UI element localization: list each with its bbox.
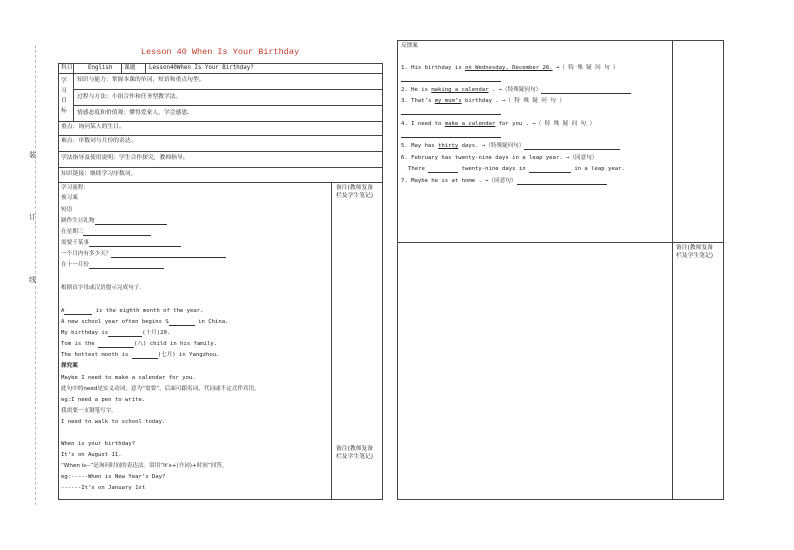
sentence-3-start: My birthday is: [61, 330, 109, 336]
answer-blank[interactable]: [401, 132, 501, 138]
binding-char-ding: 订: [29, 213, 36, 221]
phrases-heading: 短语: [61, 207, 73, 213]
answer-blank[interactable]: [98, 342, 134, 348]
page-title: Lesson 40 When Is Your Birthday: [140, 47, 300, 57]
sentence-1-start: A: [61, 308, 65, 314]
answer-blank[interactable]: [111, 252, 226, 258]
explore-line-2: 此句中的need是实义动词，意为“需要”，后面可跟名词，代词或不定式作宾语。: [61, 386, 260, 392]
feedback-4-underlined: make a calendar: [444, 121, 496, 127]
feedback-6-line2-end: in a leap year.: [570, 166, 625, 172]
explore-line-10: ------It’s on January 1st: [61, 485, 146, 491]
feedback-5-start: 5. May has: [401, 143, 439, 149]
knowledge-link: 知识链接：继续学习序数词。: [61, 171, 137, 177]
answer-blank[interactable]: [169, 320, 195, 326]
feedback-7: 7. Maybe he is at home . →（同意句）: [401, 178, 517, 184]
answer-blank[interactable]: [428, 167, 458, 173]
teacher-note-3: 备注(教师复备栏及学生笔记): [676, 245, 714, 259]
phrase-2: 在星期三: [61, 229, 84, 235]
explore-line-3: eg:I need a pen to write.: [61, 397, 146, 403]
sentence-5-end: (七月) in Yangzhou.: [157, 352, 220, 358]
feedback-1-underlined: on Wednesday, December 26.: [465, 65, 553, 71]
explore-line-7: It’s on August 11.: [61, 452, 122, 458]
sentence-3-end: (十月)20.: [142, 330, 171, 336]
explore-heading: 探究案: [61, 363, 78, 369]
feedback-6: 6. February has twenty-nine days in a leap year. →（同意句）: [401, 155, 598, 161]
sentence-4-end: (八) child in his family.: [134, 341, 218, 347]
sentence-2-end: in China.: [194, 319, 229, 325]
flow-heading: 学习流程：: [61, 185, 89, 191]
difficulties: 难点：序数词与月份的表达。: [61, 138, 137, 144]
feedback-4-end: for you . →（ 特 殊 疑 问 句 ）: [495, 121, 596, 127]
feedback-4-start: 4. I need to: [401, 121, 445, 127]
answer-blank[interactable]: [401, 109, 501, 115]
answer-blank[interactable]: [64, 309, 92, 315]
topic-label: 课题: [124, 65, 136, 71]
answer-blank[interactable]: [89, 241, 181, 247]
sentence-4-start: Tom is the: [61, 341, 99, 347]
answer-blank[interactable]: [108, 331, 142, 337]
subject-value: English: [88, 65, 113, 71]
subject-label: 科目: [61, 65, 73, 71]
feedback-6-line2-mid: twenty-nine days in: [458, 166, 529, 172]
preview-heading: 预习案: [61, 195, 78, 201]
binding-char-xian: 线: [29, 276, 36, 284]
feedback-5-end: days. →（特殊疑问句）: [458, 143, 525, 149]
feedback-2-start: 2. He is: [401, 87, 432, 93]
answer-blank[interactable]: [95, 219, 167, 225]
explore-line-9: eg:-----When is New Year’s Day?: [61, 474, 166, 480]
feedback-1-start: 1. His birthday is: [401, 65, 465, 71]
teacher-note-1: 备注(教师复备栏及学生笔记): [336, 185, 374, 199]
sentence-1-end: is the eighth month of the year.: [92, 308, 204, 314]
teacher-note-2: 备注(教师复备栏及学生笔记): [336, 446, 374, 460]
phrase-1: 制作生日礼物: [61, 218, 95, 224]
explore-line-6: When is your birthday?: [61, 441, 136, 447]
objective-process: 过程与方法：小组合作和任务型教学法。: [77, 94, 182, 100]
answer-blank[interactable]: [517, 179, 607, 185]
binding-char-zhuang: 装: [29, 151, 36, 159]
answer-blank[interactable]: [83, 230, 151, 236]
explore-line-1: Maybe I need to make a calendar for you.: [61, 375, 196, 381]
feedback-3-end: birthday . →（ 特 殊 疑 问 句 ）: [461, 98, 565, 104]
answer-blank[interactable]: [132, 353, 158, 359]
feedback-6-line2-start: There: [408, 166, 429, 172]
feedback-2-end: . →（特殊疑问句）: [488, 87, 542, 93]
answer-blank[interactable]: [89, 263, 164, 269]
sentence-2-start: A new school year often begins S: [61, 319, 169, 325]
feedback-5-underlined: thirty: [438, 143, 459, 149]
feedback-2-underlined: making a calendar: [431, 87, 489, 93]
explore-line-8: “When is--”是询问时间的表达法。常用“It’s+(介词)+时间”回答。: [61, 463, 228, 469]
feedback-3-underlined: my mum’s: [434, 98, 462, 104]
topic-value: Lesson40When Is Your Birthday?: [149, 65, 254, 71]
phrase-3: 需要干某事: [61, 240, 89, 246]
feedback-3-start: 3. That’s: [401, 98, 435, 104]
explore-line-4: 我需要一支钢笔写字。: [61, 408, 117, 414]
answer-blank[interactable]: [529, 167, 571, 173]
objectives-label: 学习目标: [61, 78, 67, 114]
objective-emotion: 情感态度和价值观：懂得爱家人，学会感恩。: [77, 110, 193, 116]
sentence-5-start: The hottest month is: [61, 352, 132, 358]
phrase-4: 一个月内有多少天？: [61, 251, 112, 257]
feedback-heading: 反馈案: [401, 43, 418, 49]
feedback-1-end: →（ 特 殊 疑 问 句 ）: [552, 65, 619, 71]
phrase-5: 在十一月份: [61, 262, 89, 268]
answer-blank[interactable]: [401, 76, 501, 82]
fill-instruction: 根据首字母或汉语提示完成句子。: [61, 285, 145, 291]
answer-blank[interactable]: [541, 88, 631, 94]
answer-blank[interactable]: [524, 144, 620, 150]
explore-line-5: I need to walk to school today.: [61, 419, 166, 425]
study-method: 学法指导及使用说明：学生合作探究，教师指导。: [61, 155, 189, 161]
key-points: 重点：询问某人的生日。: [61, 124, 125, 130]
objective-knowledge: 知识与能力：掌握本课的单词，短语和重点句型。: [77, 77, 205, 83]
